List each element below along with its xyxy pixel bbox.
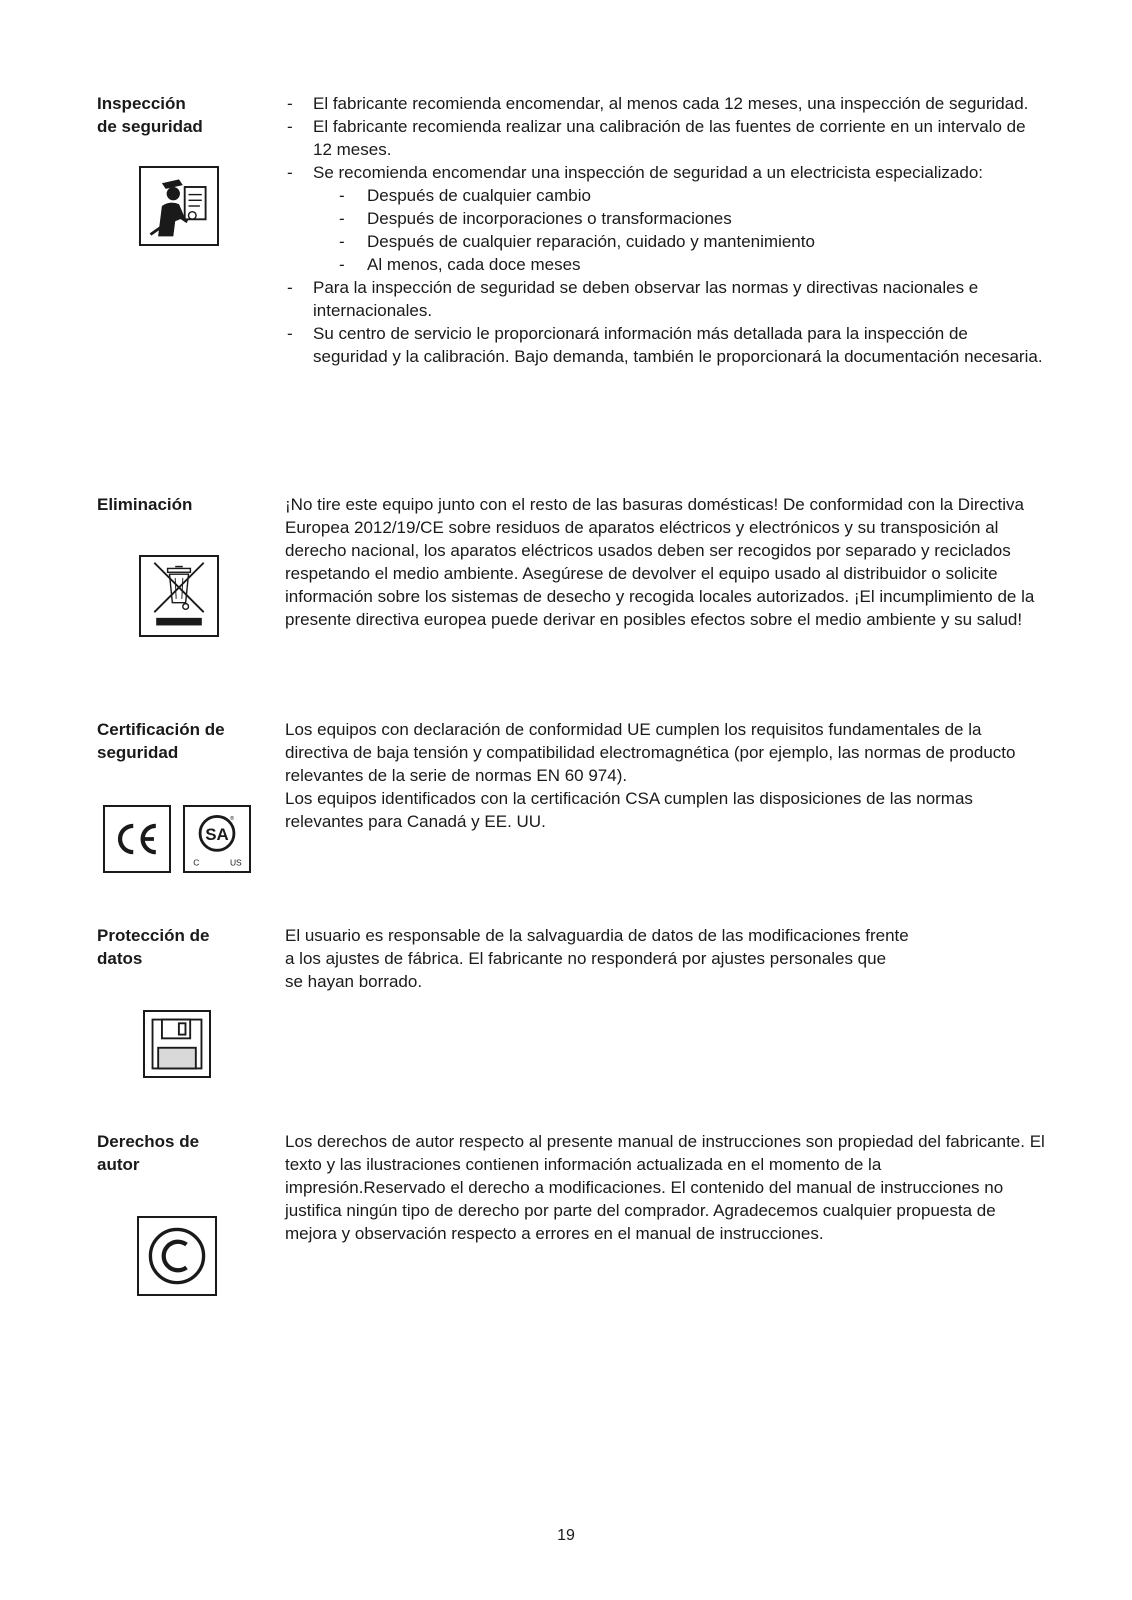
crossed-out-bin-icon [139, 555, 219, 637]
floppy-disk-icon [143, 1010, 211, 1078]
list-item: - Después de cualquier cambio [339, 184, 1045, 207]
paragraph: Los equipos identificados con la certificación CSA cumplen las disposiciones de las normas relevantes para Canadá y EE. UU. [285, 789, 973, 831]
section-heading: Eliminación [97, 495, 193, 514]
section-body [285, 1130, 1045, 1245]
section-heading: Protección de datos [97, 926, 210, 968]
bullet-list [285, 92, 1045, 368]
copyright-icon [137, 1216, 217, 1296]
list-item: - El fabricante recomienda encomendar, al menos cada 12 meses, una inspección de seguridad. [285, 92, 1045, 115]
list-item: - El fabricante recomienda realizar una calibración de las fuentes de corriente en un intervalo de 12 meses. [285, 115, 1045, 161]
paragraph: ¡No tire este equipo junto con el resto de las basuras domésticas! De conformidad con la Directiva Europea 2012/19/CE sobre residuos de aparatos eléctricos y electrónicos y su transposición al derecho nacional, los aparatos eléctricos usados deben ser recogidos por separado y reciclados respetando el medio ambiente. Asegúrese de devolver el equipo usado al distribuidor o solicite información sobre los sistemas de desecho y recogida locales autorizados. ¡El incumplimiento de la presente directiva europea puede derivar en posibles efectos sobre el medio ambiente y su salud! [285, 495, 1035, 629]
page-number: 19 [557, 1527, 575, 1544]
sub-bullet-list [313, 184, 1045, 276]
section-body [285, 92, 1045, 368]
csa-mark-icon [183, 805, 251, 873]
section-body [285, 718, 1045, 833]
csa-us-label: US [229, 857, 242, 868]
inspector-icon [139, 166, 219, 246]
section-heading: Inspección de seguridad [97, 94, 203, 136]
csa-c-label: C [193, 857, 200, 868]
section-body [285, 493, 1045, 631]
list-item: - Para la inspección de seguridad se deben observar las normas y directivas nacionales e internacionales. [285, 276, 1045, 322]
list-item: - Al menos, cada doce meses [339, 253, 1045, 276]
paragraph: Los equipos con declaración de conformidad UE cumplen los requisitos fundamentales de la directiva de baja tensión y compatibilidad electromagnética (por ejemplo, las normas de producto relevantes de la serie de normas EN 60 974). [285, 720, 1016, 785]
section-heading: Certificación de seguridad [97, 720, 225, 762]
text-line: El usuario es responsable de la salvaguardia de datos de las modificaciones frente [285, 926, 909, 945]
list-item: - Su centro de servicio le proporcionará información más detallada para la inspección de seguridad y la calibración. Bajo demanda, también le proporcionará la documentación necesaria. [285, 322, 1045, 368]
list-item: - Se recomienda encomendar una inspección de seguridad a un electricista especializado: - Después de cualquier cambio - Después de incorporaciones o transformaciones - Después de cualquier reparación, cuidado y mantenimiento - Al menos, cada doce meses [285, 161, 1045, 276]
text-line: se hayan borrado. [285, 972, 423, 991]
svg-text:SA: SA [205, 824, 229, 844]
list-item: - Después de cualquier reparación, cuidado y mantenimiento [339, 230, 1045, 253]
ce-mark-icon [103, 805, 171, 873]
text-line: a los ajustes de fábrica. El fabricante no responderá por ajustes personales que [285, 949, 887, 968]
svg-text:®: ® [229, 816, 235, 823]
list-item: - Después de incorporaciones o transformaciones [339, 207, 1045, 230]
section-heading: Derechos de autor [97, 1132, 200, 1174]
paragraph: Los derechos de autor respecto al presente manual de instrucciones son propiedad del fabricante. El texto y las ilustraciones contienen información actualizada en el momento de la impresión.Reservado el derecho a modificaciones. El contenido del manual de instrucciones no justifica ningún tipo de derecho por parte del comprador. Agradecemos cualquier propuesta de mejora y observación respecto a errores en el manual de instrucciones. [285, 1132, 1045, 1243]
section-body [285, 924, 1045, 993]
